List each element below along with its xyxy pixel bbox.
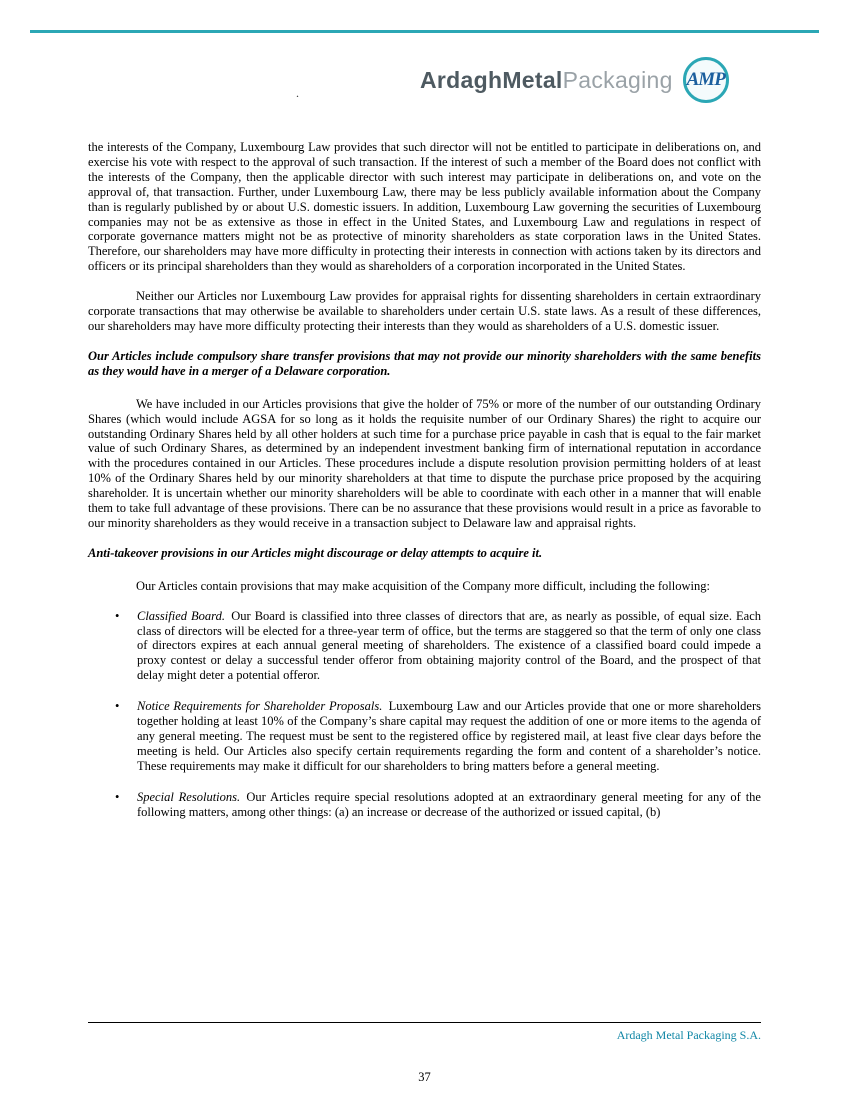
page-number: 37	[418, 1070, 431, 1084]
bullet-lead: Special Resolutions.	[137, 789, 241, 804]
amp-monogram: AMP	[686, 69, 725, 90]
bullet-icon: •	[115, 789, 120, 804]
bullet-item-special-resolutions	[88, 790, 761, 820]
bullet-item-notice-requirements	[88, 699, 761, 774]
bullet-text	[137, 609, 761, 684]
bullet-body: Luxembourg Law and our Articles provide that one or more shareholders together holding at least 10% of the Company’s share capital may request the addition of one or more items to the agenda of any general meeting. The request must be sent to the registered office by registered mail, at least five clear days before the meeting is held. Our Articles also specify certain requirements regarding the form and content of a shareholder’s notice. These requirements may make it difficult for our shareholders to bring matters before a general meeting.	[137, 699, 761, 773]
bullet-icon: •	[115, 699, 120, 714]
paragraph-share-transfer: We have included in our Articles provisions that give the holder of 75% or more of the number of our outstanding Ordinary Shares (which would include AGSA for so long as it holds the requisite number of our Ordinary Shares) the right to acquire our outstanding Ordinary Shares held by all other holders at such time for a purchase price payable in cash that is equal to the fair market value of such Ordinary Shares, as determined by an independent investment banking firm of international reputation in accordance with the procedures contained in our Articles. These procedures include a dispute resolution provision permitting holders of at least 10% of the Ordinary Shares held by our minority shareholders at that time to dispute the purchase price proposed by the acquiring shareholder. It is uncertain whether our minority shareholders will be able to coordinate with each other in a manner that will enable them to take full advantage of these provisions. There can be no assurance that these provisions would result in a price as favorable to our minority shareholders as they would receive in a transaction subject to Delaware law and appraisal rights.	[88, 396, 761, 530]
header-rule	[30, 30, 819, 33]
paragraph-appraisal-rights: Neither our Articles nor Luxembourg Law provides for appraisal rights for dissenting shareholders in certain extraordinary corporate transactions that may otherwise be available to shareholders under certain U.S. state laws. As a result of these differences, our shareholders may have more difficulty protecting their interests than they would as shareholders of a U.S. domestic issuer.	[88, 289, 761, 333]
company-logo	[420, 57, 729, 103]
bullet-list	[88, 609, 761, 820]
paragraph-continuation: the interests of the Company, Luxembourg Law provides that such director will not be entitled to participate in deliberations on, and exercise his vote with respect to the approval of such transaction. If the interest of such a member of the Board does not conflict with the interests of the Company, then the applicable director with such interest may participate in deliberations on, and vote on the approval of, that transaction. Further, under Luxembourg Law, there may be less publicly available information about the Company than is regularly published by or about U.S. domestic issuers. In addition, Luxembourg Law governing the securities of Luxembourg companies may not be as extensive as those in effect in the United States, and Luxembourg Law and regulations in respect of corporate governance matters might not be as protective of minority shareholders as state corporation laws in the United States. Therefore, our shareholders may have more difficulty in protecting their interests in connection with actions taken by its directors and officers or its principal shareholders than they would as shareholders of a corporation incorporated in the United States.	[88, 140, 761, 274]
bullet-icon: •	[115, 608, 120, 623]
section-heading-share-transfer: Our Articles include compulsory share transfer provisions that may not provide our minority shareholders with the same benefits as they would have in a merger of a Delaware corporation.	[88, 348, 761, 378]
logo-text-packaging: Packaging	[562, 66, 673, 93]
amp-logo-icon	[683, 57, 729, 103]
bullet-lead: Classified Board.	[137, 608, 225, 623]
footer-company-name: Ardagh Metal Packaging S.A.	[616, 1028, 761, 1042]
paragraph-anti-takeover-intro: Our Articles contain provisions that may make acquisition of the Company more difficult, including the following:	[136, 578, 710, 593]
stray-period: .	[296, 86, 299, 100]
bullet-body: Our Board is classified into three classes of directors that are, as nearly as possible, of equal size. Each class of directors will be elected for a three-year term of office, but the terms are staggered so that the term of only one class of directors expires at each annual general meeting of shareholders. The existence of a classified board could impede a proxy contest or delay a successful tender offeror from obtaining majority control of the Board, and the prospect of that delay might deter a potential offeror.	[137, 608, 762, 683]
document-body	[88, 140, 761, 836]
bullet-text	[137, 699, 761, 774]
logo-text-metal: Metal	[502, 66, 563, 93]
bullet-item-classified-board	[88, 609, 761, 684]
footer-rule	[88, 1022, 761, 1023]
bullet-lead: Notice Requirements for Shareholder Proposals.	[137, 699, 383, 714]
bullet-text	[137, 790, 761, 820]
bullet-body: Our Articles require special resolutions adopted at an extraordinary general meeting for any of the following matters, among other things: (a) an increase or decrease of the authorized or issued capital, (b)	[137, 789, 761, 819]
section-heading-anti-takeover: Anti-takeover provisions in our Articles might discourage or delay attempts to acquire it.	[88, 545, 543, 560]
logo-text-ardagh: Ardagh	[420, 66, 503, 93]
